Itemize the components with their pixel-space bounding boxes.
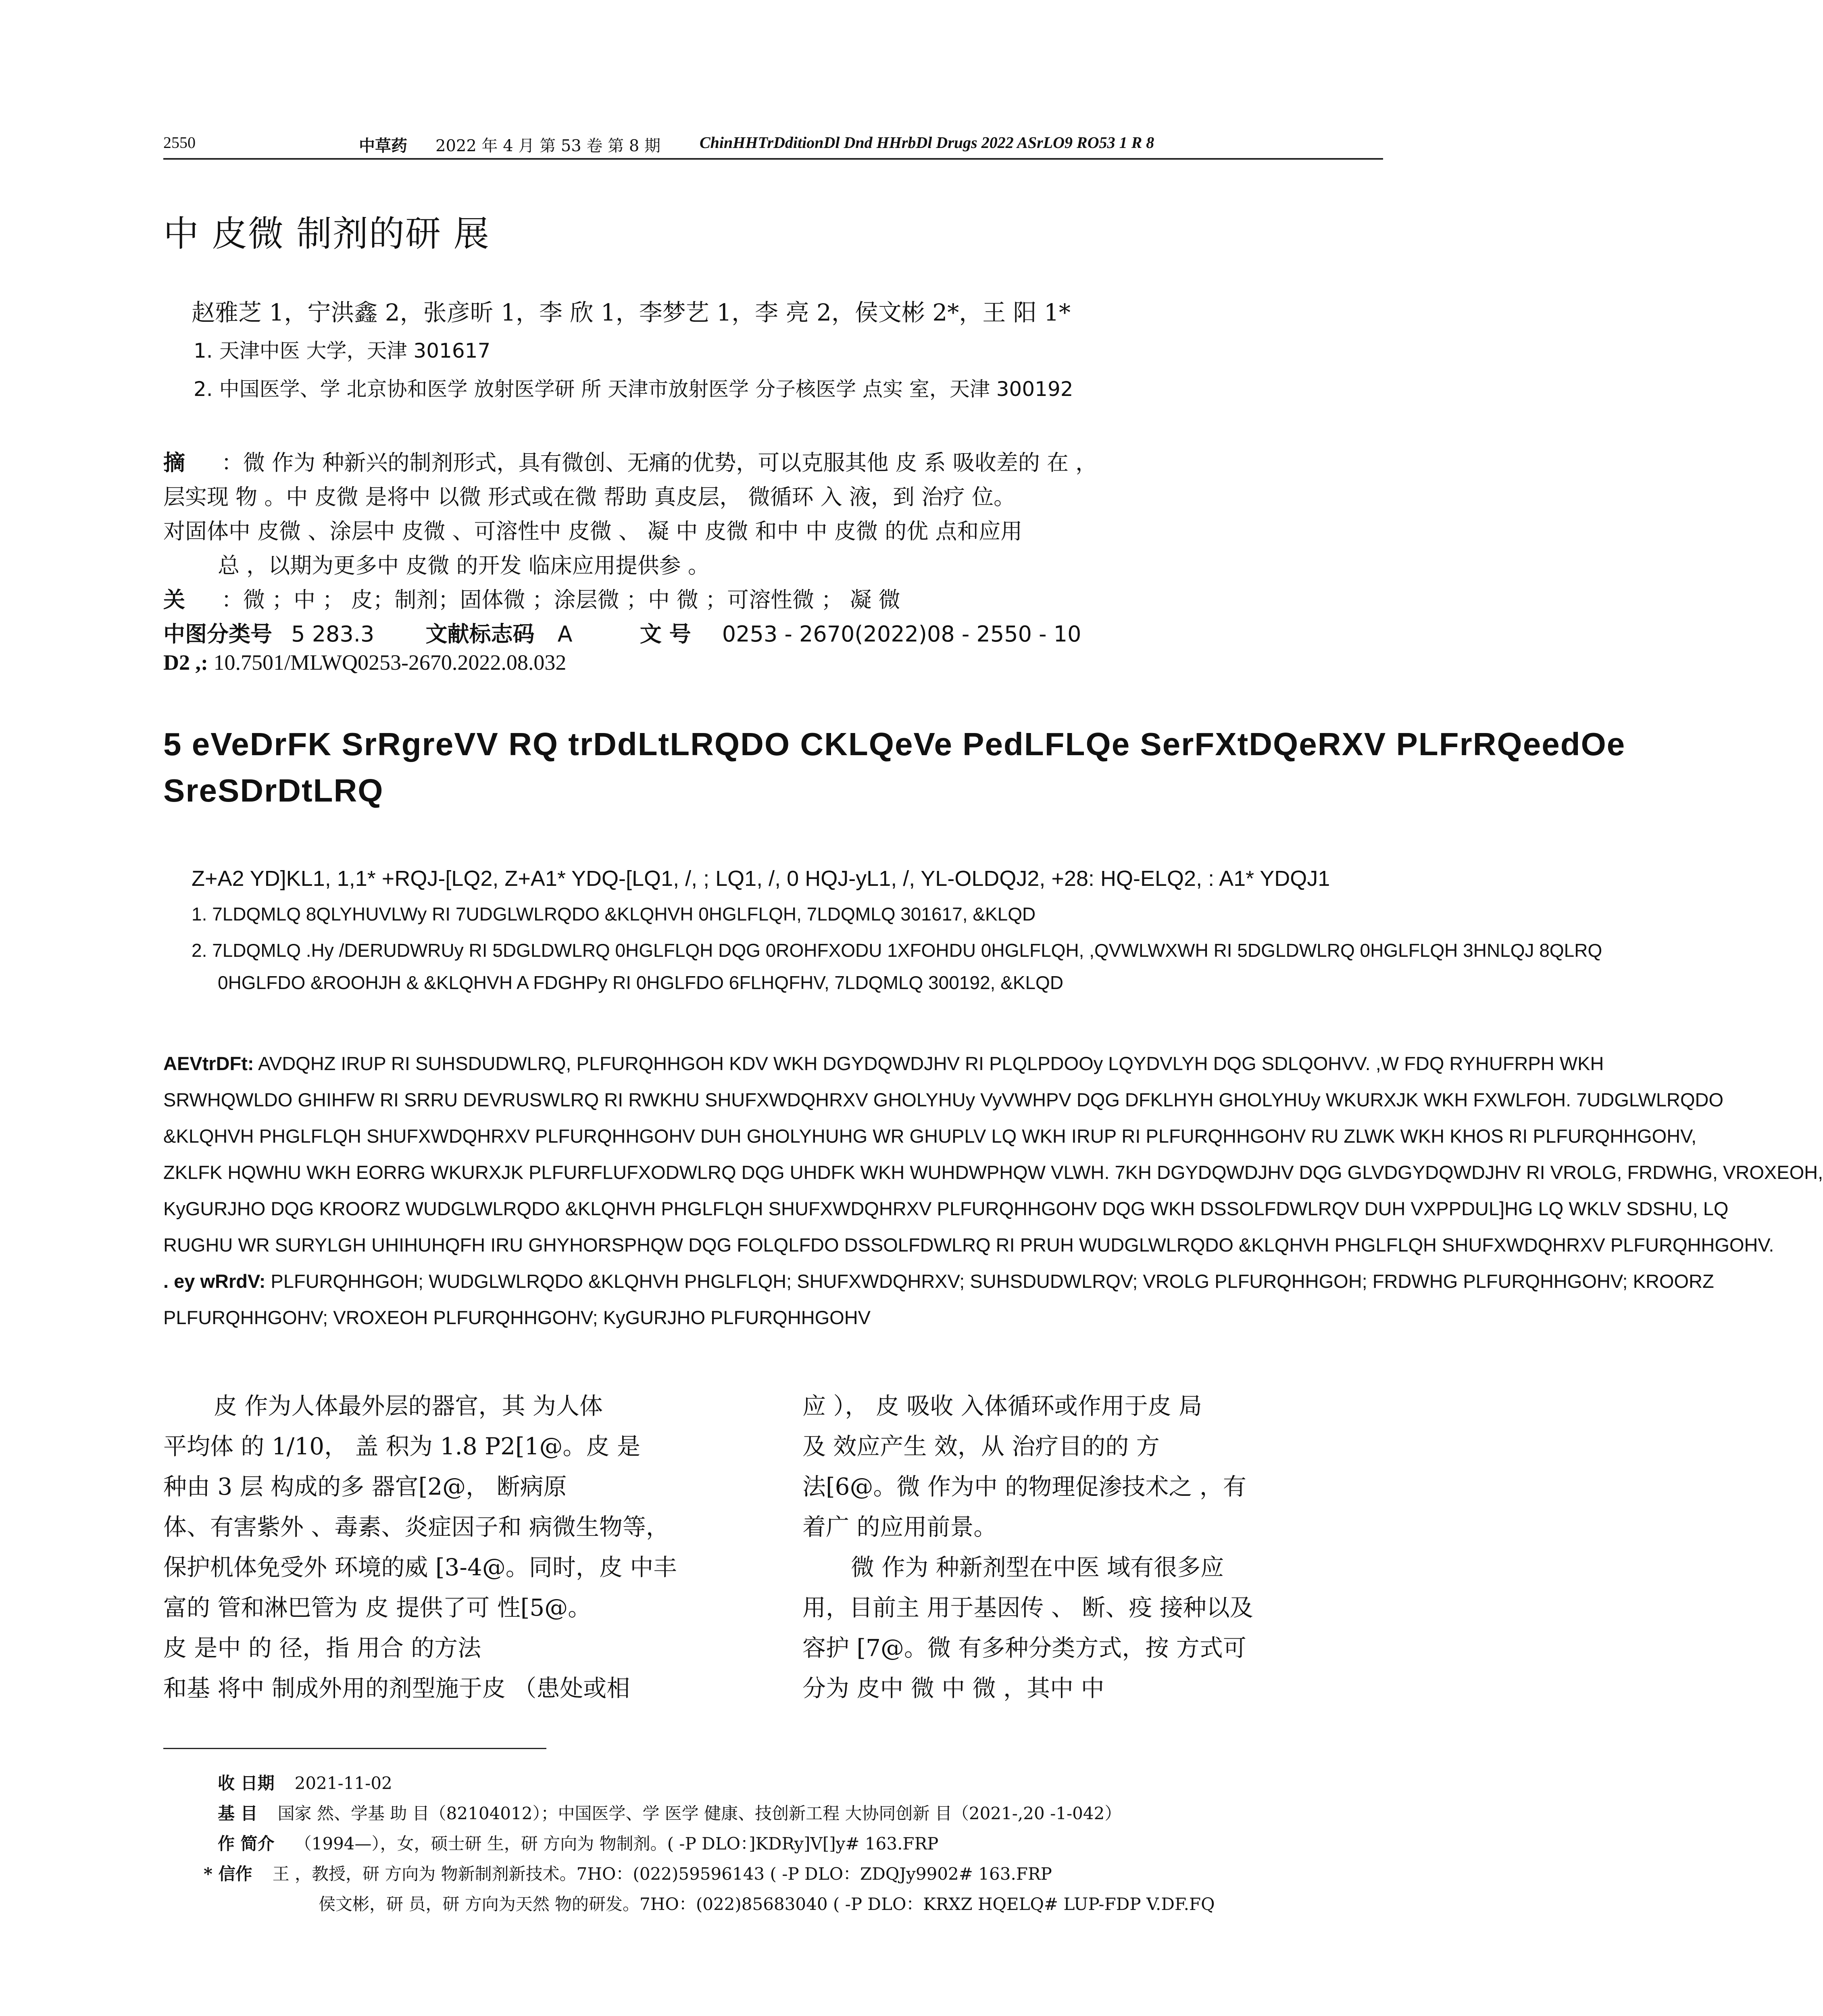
body-left-line-1: 皮 作为人体最外层的器官，其 为人体: [214, 1392, 603, 1420]
journal-name-en: ChinHHTrDditionDl Dnd HHrbDl Drugs 2022 ASrLO9 RO53 1 R 8: [700, 133, 1154, 152]
body-left-line-5: 保护机体免受外 环境的威 [3-4@。同时，皮 中丰: [163, 1554, 677, 1581]
body-left-line-4: 体、有害紫外 、毒素、炎症因子和 病微生物等，: [163, 1513, 669, 1541]
article-title-en-line-1: 5 eVeDrFK SrRgreVV RQ trDdLtLRQDO CKLQeVe PedLFLQe SerFXtDQeRXV PLFrRQeedOe: [163, 726, 1626, 762]
keywords-en-line-2: PLFURQHHGOHV; VROXEOH PLFURQHHGOHV; KyGURJHO PLFURQHHGOHV: [163, 1307, 871, 1328]
body-right-line-2: 及 效应产生 效，从 治疗目的的 方: [802, 1433, 1160, 1460]
body-left-line-8: 和基 将中 制成外用的剂型施于皮 （患处或相: [163, 1674, 630, 1702]
body-right-line-5: 微 作为 种新剂型在中医 域有很多应: [851, 1554, 1224, 1581]
affiliation-2: 2. 中国医学、学 北京协和医学 放射医学研 所 天津市放射医学 分子核医学 点实 室，天津 300192: [194, 377, 1073, 401]
affiliation-en-2: 2. 7LDQMLQ .Hy /DERUDWRUy RI 5DGLDWLRQ 0HGLFLQH DQG 0ROHFXODU 1XFOHDU 0HGLFLQH, ,QVWLWXWH RI 5DGLDWLRQ 0HGLFLQH 3HNLQJ 8QLRQ: [192, 940, 1602, 961]
abstract-en-line-1: AEVtrDFt: AVDQHZ IRUP RI SUHSDUDWLRQ, PLFURQHHGOH KDV WKH DGYDQWDJHV RI PLQLPDOOy LQYDVLYH DQG SDLQOHVV. ,W FDQ RYHUFRPH WKH: [163, 1053, 1604, 1074]
keywords-cn: 关 ：微 ；中 ； 皮；制剂；固体微 ；涂层微 ；中 微 ；可溶性微 ； 凝 微: [163, 587, 900, 612]
body-right-line-8: 分为 皮中 微 中 微 ，其中 中: [802, 1674, 1104, 1702]
article-title-cn: 中 皮微 制剂的研 展: [163, 213, 490, 254]
body-right-line-7: 容护 [7@。微 有多种分类方式，按 方式可: [802, 1634, 1246, 1662]
body-right-line-3: 法[6@。微 作为中 的物理促渗技术之 ，有: [802, 1473, 1246, 1500]
article-title-en-line-2: SreSDrDtLRQ: [163, 773, 384, 808]
abstract-cn-line-4: 总 ，以期为更多中 皮微 的开发 临床应用提供参 。: [218, 553, 710, 578]
affiliation-1: 1. 天津中医 大学，天津 301617: [194, 339, 491, 362]
authors-en: Z+A2 YD]KL1, 1,1* +RQJ-[LQ2, Z+A1* YDQ-[LQ1, /, ; LQ1, /, 0 HQJ-yL1, /, YL-OLDQJ2, +28: HQ-ELQ2, : A1* YDQJ1: [192, 866, 1330, 891]
journal-name-cn: 中草药: [359, 136, 407, 155]
body-right-line-4: 着广 的应用前景。: [802, 1513, 997, 1541]
body-left-line-7: 皮 是中 的 径，指 用合 的方法: [163, 1634, 481, 1662]
issue-info: 2022 年 4 月 第 53 卷 第 8 期: [435, 137, 661, 155]
abstract-en-line-4: ZKLFK HQWHU WKH EORRG WKURXJK PLFURFLUFXODWLRQ DQG UHDFK WKH WUHDWPHQW VLWH. 7KH DGYDQWDJHV DQG GLVDGYDQWDJHV RI VROLG, FRDWHG, VROXEOH,: [163, 1162, 1823, 1183]
footnote-rule: [163, 1748, 546, 1749]
keywords-en-line-1: . ey wRrdV: PLFURQHHGOH; WUDGLWLRQDO &KLQHVH PHGLFLQH; SHUFXWDQHRXV; SUHSDUDWLRQV; VROLG PLFURQHHGOH; FRDWHG PLFURQHHGOHV; KROORZ: [163, 1270, 1714, 1292]
body-left-line-2: 平均体 的 1/10， 盖 积为 1.8 P2[1@。皮 是: [163, 1433, 640, 1460]
abstract-en-line-6: RUGHU WR SURYLGH UHIHUHQFH IRU GHYHORSPHQW DQG FOLQLFDO DSSOLFDWLRQ RI PRUH WUDGLWLRQDO &KLQHVH PHGLFLQH SHUFXWDQHRXV PLFURQHHGOHV.: [163, 1234, 1774, 1256]
abstract-cn-line-3: 对固体中 皮微 、涂层中 皮微 、可溶性中 皮微 、 凝 中 皮微 和中 中 皮微 的优 点和应用: [163, 519, 1023, 544]
footnote-corresponding-2: 侯文彬，研 员，研 方向为天然 物的研发。7HO：(022)85683040 ( -P DLO：KRXZ HQELQ# LUP-FDP V.DF.FQ: [319, 1894, 1215, 1914]
abstract-cn-line-1: 摘 ：微 作为 种新兴的制剂形式，具有微创、无痛的优势，可以克服其他 皮 系 吸收差的 在 ，: [163, 450, 1098, 475]
header-rule: [163, 158, 1383, 160]
page-number: 2550: [163, 133, 196, 152]
body-left-line-3: 种由 3 层 构成的多 器官[2@， 断病原: [163, 1473, 567, 1500]
footnote-received: 收 日期 2021-11-02: [218, 1773, 392, 1793]
classification-line: 中图分类号 5 283.3 文献标志码 A 文 号 0253 - 2670(2022)08 - 2550 - 10: [163, 621, 1081, 647]
abstract-cn-label: 摘: [163, 450, 185, 475]
doi-line: D2 ,: 10.7501/MLWQ0253-2670.2022.08.032: [163, 650, 567, 675]
affiliation-en-3: 0HGLFDO &ROOHJH & &KLQHVH A FDGHPy RI 0HGLFDO 6FLHQFHV, 7LDQMLQ 300192, &KLQD: [218, 972, 1064, 993]
footnote-author-bio: 作 简介 （1994—），女，硕士研 生，研 方向为 物制剂。( -P DLO：]KDRy]V[]y# 163.FRP: [218, 1834, 939, 1854]
abstract-cn-line-2: 层实现 物 。中 皮微 是将中 以微 形式或在微 帮助 真皮层， 微循环 入 液，到 治疗 位。: [163, 484, 1016, 510]
keywords-cn-label: 关: [163, 587, 185, 612]
authors-cn: 赵雅芝 1，宁洪鑫 2，张彦昕 1，李 欣 1，李梦艺 1，李 亮 2，侯文彬 2*，王 阳 1*: [192, 299, 1071, 326]
footnote-corresponding-1: * 信作 王 ，教授，研 方向为 物新制剂新技术。7HO：(022)59596143 ( -P DLO：ZDQJy9902# 163.FRP: [204, 1864, 1052, 1884]
footnote-fund: 基 目 国家 然、学基 助 目（82104012）；中国医学、学 医学 健康、技创新工程 大协同创新 目（2021-,20 -1-042）: [218, 1804, 1122, 1823]
affiliation-en-1: 1. 7LDQMLQ 8QLYHUVLWy RI 7UDGLWLRQDO &KLQHVH 0HGLFLQH, 7LDQMLQ 301617, &KLQD: [192, 904, 1036, 925]
body-right-line-6: 用，目前主 用于基因传 、 断、疫 接种以及: [802, 1594, 1253, 1621]
body-left-line-6: 富的 管和淋巴管为 皮 提供了可 性[5@。: [163, 1594, 592, 1621]
keywords-en-label: . ey wRrdV:: [163, 1270, 266, 1292]
body-right-line-1: 应 ）， 皮 吸收 入体循环或作用于皮 局: [802, 1392, 1202, 1420]
abstract-en-line-3: &KLQHVH PHGLFLQH SHUFXWDQHRXV PLFURQHHGOHV DUH GHOLYHUHG WR GHUPLV LQ WKH IRUP RI PLFURQHHGOHV RU ZLWK WKH KHOS RI PLFURQHHGOHV,: [163, 1125, 1697, 1147]
abstract-en-line-5: KyGURJHO DQG KROORZ WUDGLWLRQDO &KLQHVH PHGLFLQH SHUFXWDQHRXV PLFURQHHGOHV DQG WKH DSSOLFDWLRQV DUH VXPPDUL]HG LQ WKLV SDSHU, LQ: [163, 1198, 1729, 1219]
abstract-en-line-2: SRWHQWLDO GHIHFW RI SRRU DEVRUSWLRQ RI RWKHU SHUFXWDQHRXV GHOLYHUy VyVWHPV DQG DFKLHYH GHOLYHUy WKURXJK WKH FXWLFOH. 7UDGLWLRQDO: [163, 1089, 1724, 1110]
abstract-en-label: AEVtrDFt:: [163, 1053, 254, 1074]
